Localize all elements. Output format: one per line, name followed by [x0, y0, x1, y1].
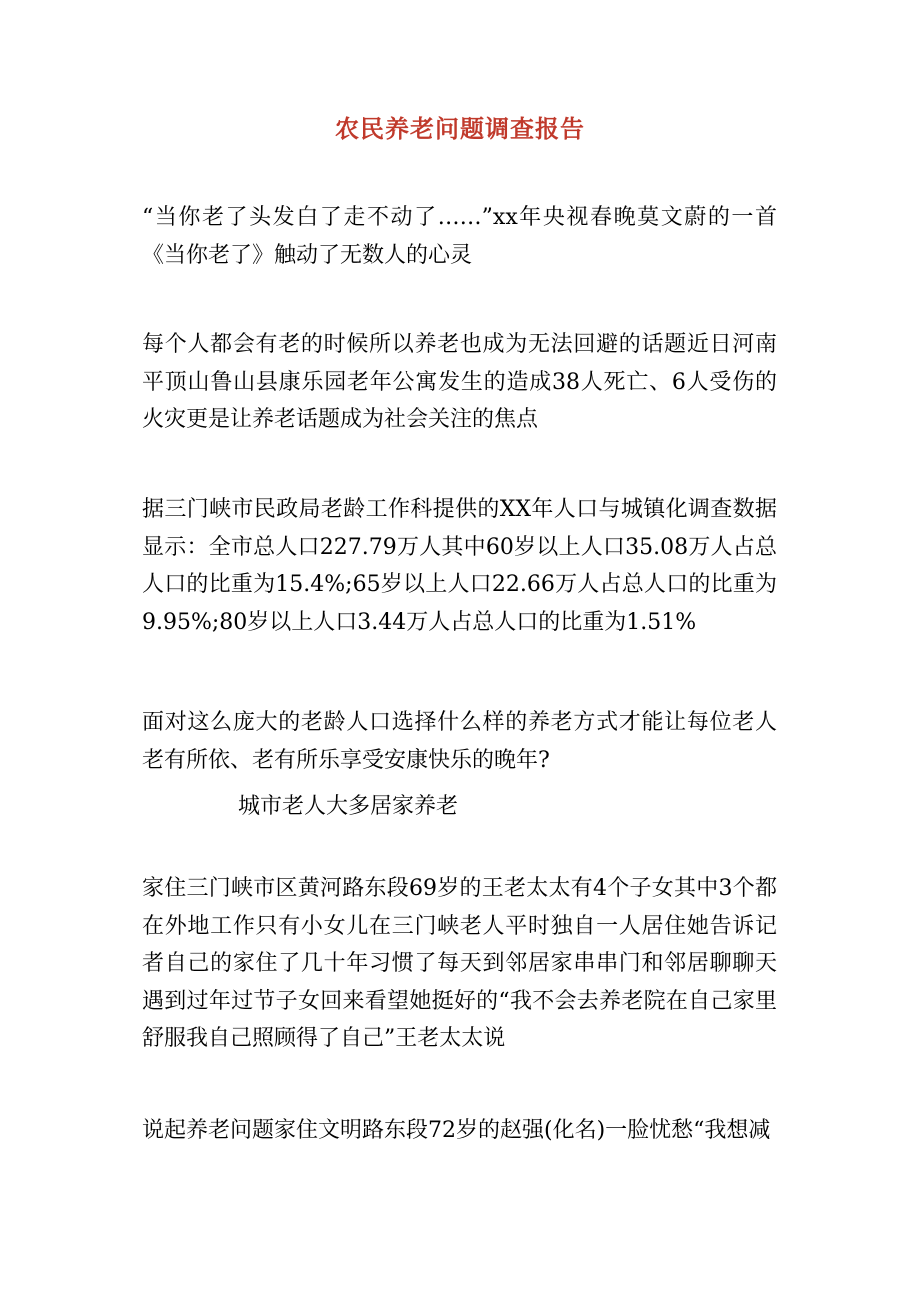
paragraph-fire: 每个人都会有老的时候所以养老也成为无法回避的话题近日河南平顶山鲁山县康乐园老年公寓发生的造成38人死亡、6人受伤的火灾更是让养老话题成为社会关注的焦点 — [142, 332, 777, 432]
section-subheading: 城市老人大多居家养老 — [238, 794, 459, 819]
paragraph-question: 面对这么庞大的老龄人口选择什么样的养老方式才能让每位老人老有所依、老有所乐享受安康快乐的晚年? — [142, 710, 777, 773]
document-title: 农民养老问题调查报告 — [335, 114, 585, 143]
paragraph-wang: 家住三门峡市区黄河路东段69岁的王老太太有4个子女其中3个都在外地工作只有小女儿在三门峡老人平时独自一人居住她告诉记者自己的家住了几十年习惯了每天到邻居家串串门和邻居聊聊天遇到过年过节子女回来看望她挺好的“我不会去养老院在自己家里舒服我自己照顾得了自己”王老太太说 — [142, 876, 777, 1051]
paragraph-intro: “当你老了头发白了走不动了……”xx年央视春晚莫文蔚的一首《当你老了》触动了无数人的心灵 — [142, 205, 777, 268]
paragraph-statistics: 据三门峡市民政局老龄工作科提供的XX年人口与城镇化调查数据显示：全市总人口227.79万人其中60岁以上人口35.08万人占总人口的比重为15.4%;65岁以上人口22.66万人占总人口的比重为9.95%;80岁以上人口3.44万人占总人口的比重为1.51% — [142, 497, 777, 635]
paragraph-zhao: 说起养老问题家住文明路东段72岁的赵强(化名)一脸忧愁“我想减 — [142, 1118, 771, 1143]
